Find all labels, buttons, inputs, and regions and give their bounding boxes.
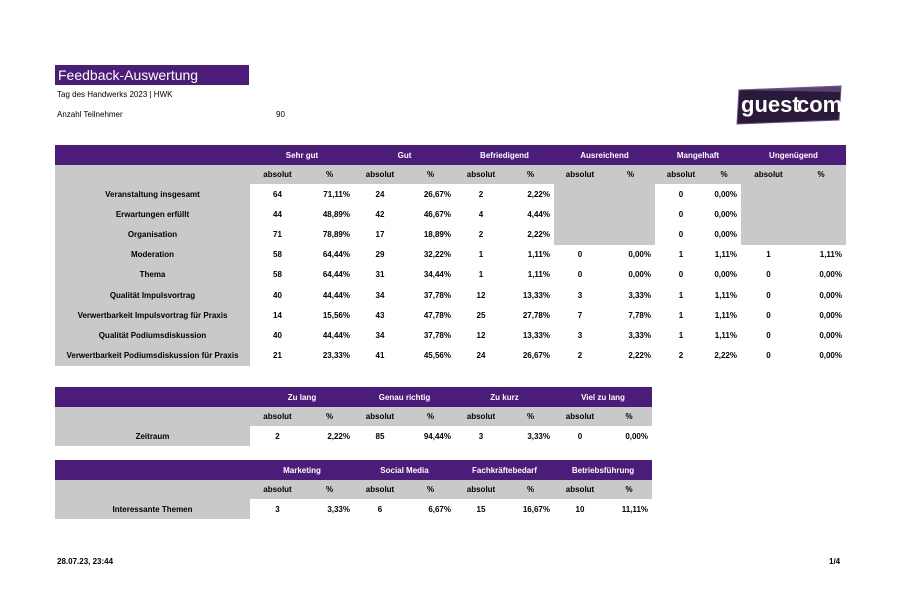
page-title: Feedback-Auswertung (55, 65, 249, 85)
cell-pct (796, 224, 846, 244)
cell-pct: 3,33% (628, 290, 651, 300)
row-label: Verwertbarkeit Podiumsdiskussion für Praxis (55, 346, 250, 366)
cell-pct: 3,33% (327, 504, 350, 514)
cell-pct: 0,00% (714, 209, 737, 219)
subheader-pct: % (406, 407, 455, 426)
feedback-table (55, 145, 846, 366)
subheader-pct: % (507, 165, 554, 184)
cell-abs: 40 (273, 290, 282, 300)
cell-pct: 44,44% (322, 330, 350, 340)
feedback-header-row (55, 145, 846, 165)
cell-abs: 40 (273, 330, 282, 340)
subheader-pct: % (606, 165, 655, 184)
cell-pct (796, 184, 846, 204)
header-empty (55, 145, 250, 165)
cell-abs: 14 (273, 310, 282, 320)
cell-abs: 71 (273, 229, 282, 239)
cell-abs: 42 (375, 209, 385, 219)
cell-pct: 23,33% (322, 351, 350, 361)
cell-pct: 0,00% (819, 290, 842, 300)
cell-abs: 1 (766, 250, 771, 260)
table-row (55, 305, 846, 325)
cell-abs: 24 (476, 351, 486, 361)
row-label: Zeitraum (55, 426, 250, 446)
header-category: Befriedigend (455, 145, 554, 165)
subheader-pct: % (406, 480, 455, 499)
cell-pct: 0,00% (819, 330, 842, 340)
cell-pct (606, 224, 655, 244)
subheader-empty (55, 165, 250, 184)
cell-abs: 0 (766, 351, 771, 361)
subheader-abs: absolut (250, 480, 305, 499)
cell-pct: 0,00% (714, 189, 737, 199)
table-row (55, 325, 846, 345)
cell-abs: 34 (375, 290, 385, 300)
cell-pct: 1,11% (714, 310, 737, 320)
cell-pct: 2,22% (527, 229, 550, 239)
cell-abs (741, 184, 796, 204)
table-row (55, 224, 846, 244)
duration-subheader-row (55, 407, 652, 426)
cell-pct: 32,22% (423, 250, 451, 260)
logo-text-com: com (797, 92, 843, 117)
cell-pct: 26,67% (423, 189, 451, 199)
cell-abs: 0 (678, 229, 684, 239)
header-category: Ausreichend (554, 145, 655, 165)
cell-abs: 6 (377, 504, 383, 514)
cell-abs: 1 (678, 290, 684, 300)
cell-pct: 1,11% (819, 250, 842, 260)
subheader-empty (55, 407, 250, 426)
table-row (55, 265, 846, 285)
cell-abs: 3 (275, 504, 280, 514)
subheader-abs: absolut (455, 407, 507, 426)
table-row (55, 499, 652, 519)
cell-abs: 85 (375, 431, 385, 441)
cell-abs: 17 (375, 229, 385, 239)
cell-abs: 0 (577, 270, 583, 280)
table-row (55, 184, 846, 204)
subheader-abs: absolut (354, 480, 406, 499)
subheader-abs: absolut (554, 407, 606, 426)
cell-pct (796, 204, 846, 224)
subheader-pct: % (305, 480, 354, 499)
cell-abs: 2 (275, 431, 280, 441)
cell-abs: 29 (375, 250, 385, 260)
cell-pct: 37,78% (423, 330, 451, 340)
cell-abs: 12 (476, 290, 486, 300)
topics-table (55, 460, 652, 519)
cell-abs: 2 (478, 189, 484, 199)
cell-abs: 25 (476, 310, 486, 320)
cell-abs: 0 (577, 431, 583, 441)
cell-pct: 13,33% (522, 290, 550, 300)
cell-pct: 3,33% (527, 431, 550, 441)
row-label: Qualität Podiumsdiskussion (55, 325, 250, 345)
cell-pct: 1,11% (714, 330, 737, 340)
cell-pct: 78,89% (322, 229, 350, 239)
cell-abs: 0 (678, 209, 684, 219)
guestcom-logo (735, 84, 845, 126)
subheader-pct: % (406, 165, 455, 184)
subheader-abs: absolut (741, 165, 796, 184)
header-category: Gut (354, 145, 455, 165)
cell-pct: 2,22% (327, 431, 350, 441)
subheader-pct: % (606, 480, 652, 499)
subheader-pct: % (606, 407, 652, 426)
cell-abs: 12 (476, 330, 486, 340)
subheader-abs: absolut (354, 407, 406, 426)
topics-subheader-row (55, 480, 652, 499)
cell-abs: 1 (678, 330, 684, 340)
row-label: Qualität Impulsvortrag (55, 285, 250, 305)
table-row (55, 245, 846, 265)
subheader-abs: absolut (250, 407, 305, 426)
row-label: Veranstaltung insgesamt (55, 184, 250, 204)
cell-pct: 44,44% (322, 290, 350, 300)
footer-timestamp: 28.07.23, 23:44 (57, 557, 114, 566)
cell-abs: 1 (478, 270, 484, 280)
subheader-pct: % (796, 165, 846, 184)
subheader-pct: % (707, 165, 741, 184)
cell-pct: 64,44% (322, 250, 350, 260)
cell-abs: 2 (577, 351, 583, 361)
cell-abs: 0 (577, 250, 583, 260)
cell-abs: 0 (766, 270, 771, 280)
cell-abs: 43 (375, 310, 385, 320)
row-label: Interessante Themen (55, 499, 250, 519)
cell-pct: 1,11% (714, 290, 737, 300)
cell-abs: 0 (678, 189, 684, 199)
header-category: Fachkräftebedarf (455, 460, 554, 480)
cell-abs: 15 (476, 504, 486, 514)
cell-abs: 2 (678, 351, 684, 361)
cell-abs: 58 (273, 270, 282, 280)
cell-pct: 6,67% (428, 504, 451, 514)
cell-abs: 0 (766, 310, 771, 320)
row-label: Erwartungen erfüllt (55, 204, 250, 224)
cell-pct: 2,22% (714, 351, 737, 361)
duration-table (55, 387, 652, 446)
cell-abs: 0 (678, 270, 684, 280)
row-label: Moderation (55, 245, 250, 265)
subheader-abs: absolut (455, 480, 507, 499)
table-row (55, 285, 846, 305)
cell-abs: 21 (273, 351, 282, 361)
cell-pct: 0,00% (819, 270, 842, 280)
header-category: Marketing (250, 460, 354, 480)
cell-abs: 2 (478, 229, 484, 239)
cell-pct: 18,89% (423, 229, 451, 239)
cell-pct: 1,11% (714, 250, 737, 260)
header-category: Ungenügend (741, 145, 846, 165)
cell-pct: 0,00% (625, 431, 648, 441)
cell-abs: 3 (577, 290, 583, 300)
cell-pct (606, 184, 655, 204)
cell-abs: 4 (478, 209, 484, 219)
cell-abs (554, 204, 606, 224)
cell-pct: 48,89% (322, 209, 350, 219)
feedback-subheader-row (55, 165, 846, 184)
cell-pct: 45,56% (423, 351, 451, 361)
cell-abs: 10 (575, 504, 585, 514)
subheader-abs: absolut (354, 165, 406, 184)
participants-value: 90 (276, 110, 285, 119)
cell-abs: 31 (375, 270, 385, 280)
logo-text-guest: guest (741, 92, 800, 117)
cell-pct: 2,22% (527, 189, 550, 199)
cell-pct: 71,11% (323, 189, 350, 199)
subheader-abs: absolut (655, 165, 707, 184)
cell-abs (741, 224, 796, 244)
cell-abs: 34 (375, 330, 385, 340)
event-subtitle: Tag des Handwerks 2023 | HWK (57, 90, 173, 99)
cell-abs: 3 (577, 330, 583, 340)
cell-pct: 3,33% (628, 330, 651, 340)
subheader-pct: % (305, 165, 354, 184)
cell-pct: 11,11% (621, 504, 648, 514)
cell-abs: 1 (678, 310, 684, 320)
duration-header-row (55, 387, 652, 407)
subheader-abs: absolut (455, 165, 507, 184)
cell-abs (554, 224, 606, 244)
subheader-pct: % (305, 407, 354, 426)
cell-abs: 0 (766, 330, 771, 340)
topics-header-row (55, 460, 652, 480)
table-row (55, 426, 652, 446)
cell-pct: 0,00% (628, 270, 651, 280)
header-category: Mangelhaft (655, 145, 741, 165)
cell-abs: 44 (273, 209, 282, 219)
cell-pct: 1,11% (527, 250, 550, 260)
subheader-pct: % (507, 480, 554, 499)
cell-pct: 0,00% (714, 270, 737, 280)
header-category: Sehr gut (250, 145, 354, 165)
cell-abs: 58 (273, 250, 282, 260)
cell-pct: 7,78% (628, 310, 651, 320)
cell-abs: 24 (375, 189, 385, 199)
subheader-pct: % (507, 407, 554, 426)
cell-pct: 46,67% (423, 209, 451, 219)
table-row (55, 346, 846, 366)
cell-pct: 0,00% (628, 250, 651, 260)
header-empty (55, 460, 250, 480)
cell-pct: 27,78% (522, 310, 550, 320)
cell-abs: 41 (375, 351, 385, 361)
cell-pct: 16,67% (522, 504, 550, 514)
cell-pct (606, 204, 655, 224)
page-number: 1/4 (829, 557, 841, 566)
cell-pct: 0,00% (819, 310, 842, 320)
header-category: Zu kurz (455, 387, 554, 407)
cell-pct: 15,56% (322, 310, 350, 320)
cell-pct: 94,44% (423, 431, 451, 441)
header-category: Viel zu lang (554, 387, 652, 407)
row-label: Organisation (55, 224, 250, 244)
header-category: Social Media (354, 460, 455, 480)
cell-pct: 0,00% (714, 229, 737, 239)
cell-pct: 37,78% (423, 290, 451, 300)
cell-abs: 3 (478, 431, 484, 441)
cell-pct: 1,11% (527, 270, 550, 280)
header-empty (55, 387, 250, 407)
cell-abs: 64 (273, 189, 282, 199)
cell-pct: 34,44% (423, 270, 451, 280)
cell-abs: 7 (577, 310, 583, 320)
row-label: Verwertbarkeit Impulsvortrag für Praxis (55, 305, 250, 325)
header-category: Genau richtig (354, 387, 455, 407)
header-category: Betriebsführung (554, 460, 652, 480)
cell-pct: 64,44% (322, 270, 350, 280)
participants-label: Anzahl Teilnehmer (57, 110, 123, 119)
cell-pct: 4,44% (527, 209, 550, 219)
cell-pct: 0,00% (819, 351, 842, 361)
cell-abs: 1 (678, 250, 684, 260)
cell-abs (554, 184, 606, 204)
cell-pct: 47,78% (423, 310, 451, 320)
cell-abs: 1 (478, 250, 484, 260)
header-category: Zu lang (250, 387, 354, 407)
subheader-abs: absolut (554, 165, 606, 184)
row-label: Thema (55, 265, 250, 285)
cell-pct: 2,22% (628, 351, 651, 361)
table-row (55, 204, 846, 224)
cell-pct: 26,67% (522, 351, 550, 361)
subheader-abs: absolut (554, 480, 606, 499)
subheader-abs: absolut (250, 165, 305, 184)
subheader-empty (55, 480, 250, 499)
cell-abs: 0 (766, 290, 771, 300)
cell-abs (741, 204, 796, 224)
cell-pct: 13,33% (522, 330, 550, 340)
